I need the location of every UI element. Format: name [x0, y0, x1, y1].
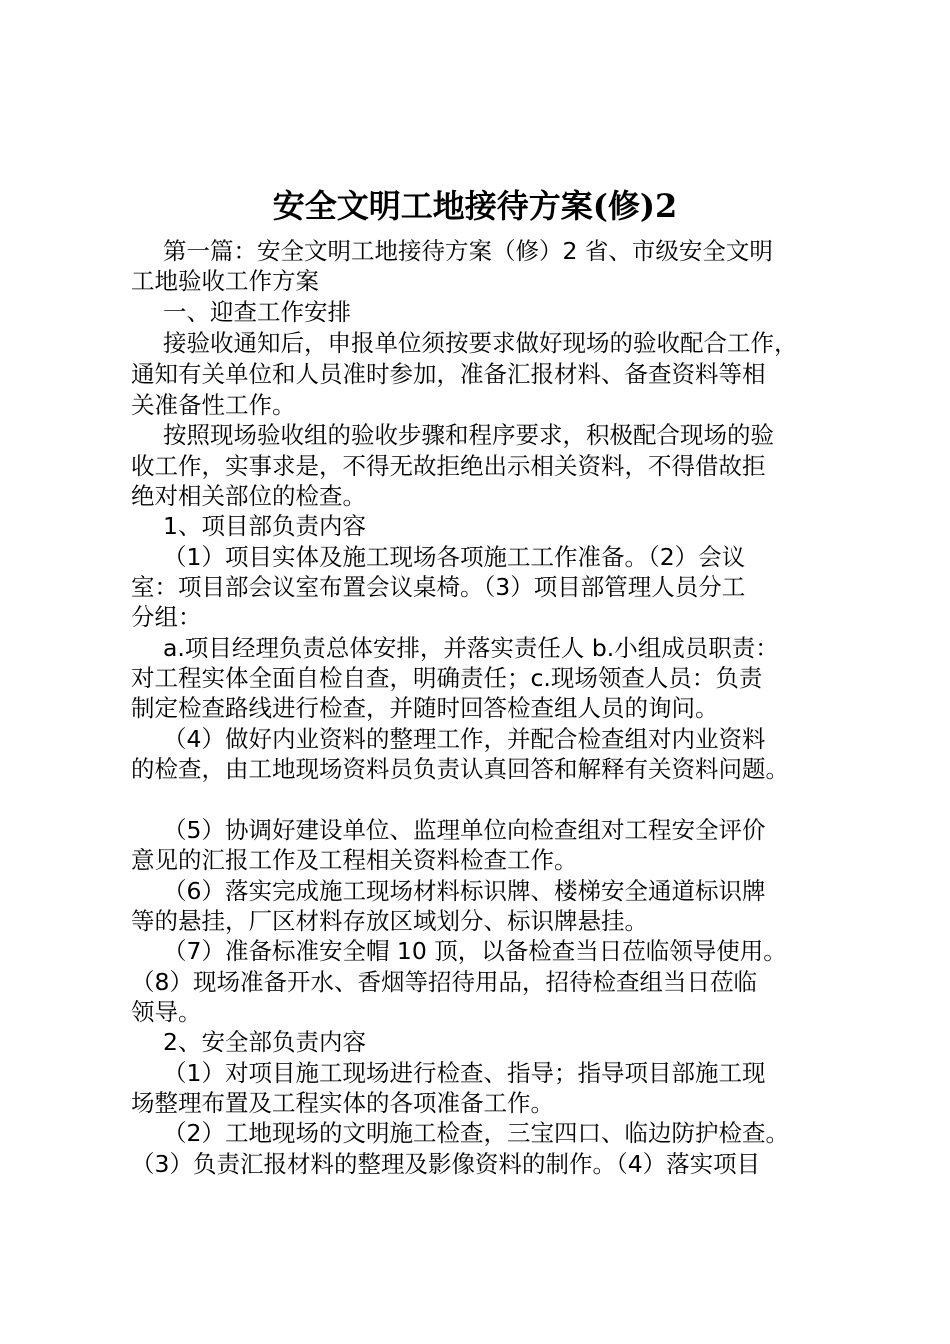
body-line: （8）现场准备开水、香烟等招待用品，招待检查组当日莅临	[131, 968, 757, 996]
body-line: 收工作，实事求是，不得无故拒绝出示相关资料，不得借故拒	[131, 452, 766, 480]
body-line: 分组：	[131, 603, 202, 631]
body-line: 意见的汇报工作及工程相关资料检查工作。	[131, 846, 578, 874]
body-line: 关准备性工作。	[131, 391, 296, 419]
body-line: （4）做好内业资料的整理工作，并配合检查组对内业资料	[163, 725, 766, 753]
section-heading: 一、迎查工作安排	[163, 298, 351, 326]
document-title: 安全文明工地接待方案(修)2	[272, 187, 678, 225]
body-line: a.项目经理负责总体安排，并落实责任人 b.小组成员职责：	[163, 634, 779, 662]
body-line: 第一篇：安全文明工地接待方案（修）2 省、市级安全文明	[163, 237, 773, 265]
body-line: 绝对相关部位的检查。	[131, 482, 366, 510]
body-line: （5）协调好建设单位、监理单位向检查组对工程安全评价	[163, 816, 766, 844]
body-line: 制定检查路线进行检查，并随时回答检查组人员的询问。	[131, 694, 719, 722]
body-line: （2）工地现场的文明施工检查，三宝四口、临边防护检查。	[163, 1119, 789, 1147]
body-line: 室：项目部会议室布置会议桌椅。（3）项目部管理人员分工	[131, 573, 746, 601]
body-line: （1）项目实体及施工现场各项施工工作准备。（2）会议	[163, 543, 746, 571]
body-line: 接验收通知后，申报单位须按要求做好现场的验收配合工作，	[163, 329, 798, 357]
body-line: （1）对项目施工现场进行检查、指导；指导项目部施工现	[163, 1059, 766, 1087]
body-line: 的检查，由工地现场资料员负责认真回答和解释有关资料问题。	[131, 755, 789, 783]
section-heading: 2、安全部负责内容	[163, 1028, 366, 1056]
body-line: 通知有关单位和人员准时参加，准备汇报材料、备查资料等相	[131, 360, 766, 388]
body-line: 对工程实体全面自检自查，明确责任；c.现场领查人员：负责	[131, 664, 763, 692]
section-heading: 1、项目部负责内容	[163, 512, 366, 540]
body-line: 场整理布置及工程实体的各项准备工作。	[131, 1089, 554, 1117]
body-line: （7）准备标准安全帽 10 顶，以备检查当日莅临领导使用。	[163, 937, 787, 965]
body-line: （3）负责汇报材料的整理及影像资料的制作。（4）落实项目	[131, 1150, 761, 1178]
body-line: 领导。	[131, 998, 202, 1026]
body-line: 等的悬挂，厂区材料存放区域划分、标识牌悬挂。	[131, 907, 648, 935]
body-line: （6）落实完成施工现场材料标识牌、楼梯安全通道标识牌	[163, 877, 766, 905]
body-line: 按照现场验收组的验收步骤和程序要求，积极配合现场的验	[163, 421, 774, 449]
body-line: 工地验收工作方案	[131, 267, 319, 295]
